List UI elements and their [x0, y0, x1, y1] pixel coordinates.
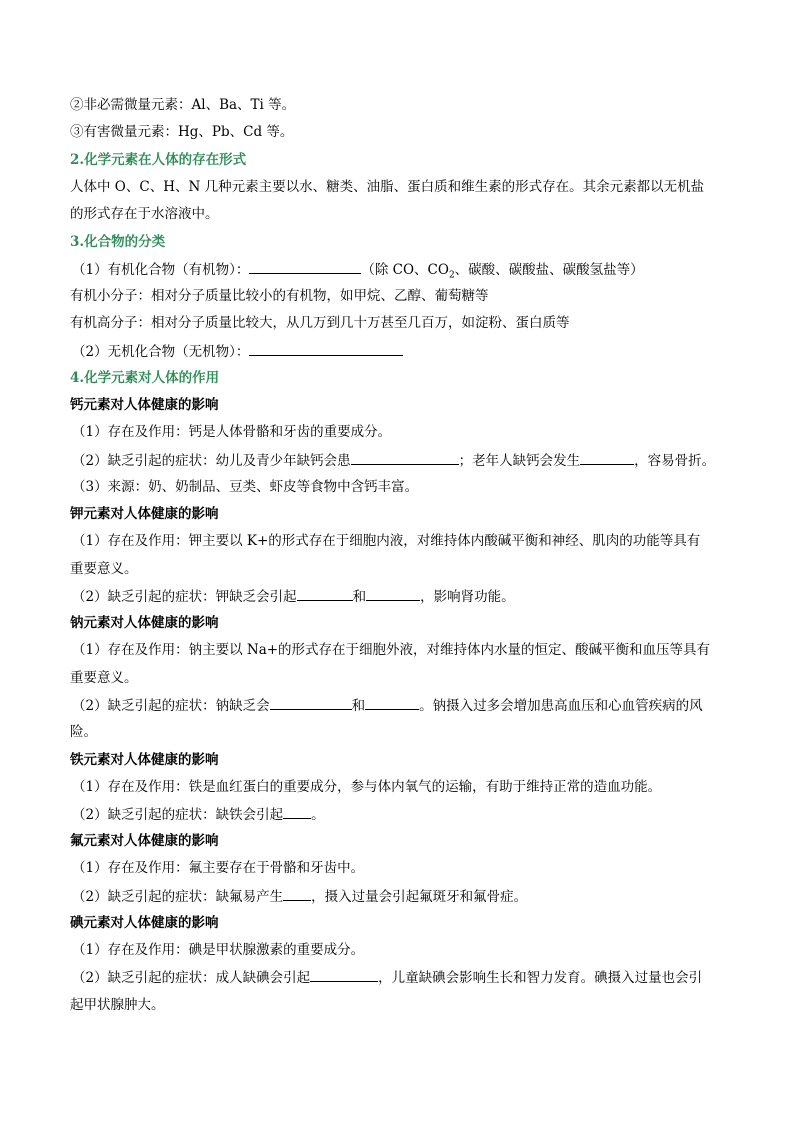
fill-in-blank[interactable]: [249, 342, 403, 356]
fill-in-blank[interactable]: [297, 587, 353, 601]
text-line: （1）有机化合物（有机物）： （除 CO、$CO_2$、碳酸、碳酸盐、碳酸氢盐等）: [72, 262, 644, 281]
text-line: ②非必需微量元素：Al、Ba、Ti 等。: [70, 97, 296, 113]
text-line: （2）缺乏引起的症状：缺氟易产生 ，摄入过量会引起氟斑牙和氟骨症。: [72, 889, 528, 905]
text-line: （1）存在及作用：铁是血红蛋白的重要成分，参与体内氧气的运输，有助于维持正常的造血功能。: [72, 779, 662, 795]
fill-in-blank[interactable]: [351, 451, 459, 465]
text-line: （1）存在及作用：钠主要以 Na+的形式存在于细胞外液，对维持体内水量的恒定、酸碱平衡和血压等具有: [72, 642, 711, 658]
fill-in-blank[interactable]: [580, 451, 634, 465]
text-line: （1）存在及作用：氟主要存在于骨骼和牙齿中。: [72, 860, 365, 876]
fill-in-blank[interactable]: [270, 696, 352, 710]
subsection-heading: 钙元素对人体健康的影响: [70, 397, 219, 413]
fill-in-blank[interactable]: [310, 968, 378, 982]
fill-in-blank[interactable]: [283, 805, 311, 819]
text-line: 重要意义。: [70, 670, 138, 686]
section-heading: 3.化合物的分类: [70, 234, 166, 250]
subsection-heading: 铁元素对人体健康的影响: [70, 752, 219, 768]
subsection-heading: 钠元素对人体健康的影响: [70, 615, 219, 631]
text-line: （1）存在及作用：碘是甲状腺激素的重要成分。: [72, 942, 365, 958]
text-line: （1）存在及作用：钾主要以 K+的形式存在于细胞内液，对维持体内酸碱平衡和神经、肌肉的功能等具有: [72, 533, 701, 549]
text-line: （2）缺乏引起的症状：钠缺乏会 和 。钠摄入过多会增加患高血压和心血管疾病的风: [72, 698, 703, 714]
text-line: 起甲状腺肿大。: [70, 997, 165, 1013]
subsection-heading: 碘元素对人体健康的影响: [70, 915, 219, 931]
text-line: （2）缺乏引起的症状：幼儿及青少年缺钙会患 ；老年人缺钙会发生 ，容易骨折。: [72, 453, 716, 469]
fill-in-blank[interactable]: [283, 887, 311, 901]
text-line: 的形式存在于水溶液中。: [70, 206, 219, 222]
fill-in-blank[interactable]: [366, 587, 420, 601]
text-line: （1）存在及作用：钙是人体骨骼和牙齿的重要成分。: [72, 424, 392, 440]
text-line: ③有害微量元素：Hg、Pb、Cd 等。: [70, 124, 294, 140]
text-line: （2）缺乏引起的症状：缺铁会引起 。: [72, 807, 325, 823]
text-line: （2）缺乏引起的症状：成人缺碘会引起 ，儿童缺碘会影响生长和智力发育。碘摄入过量也会引: [72, 970, 703, 986]
subsection-heading: 钾元素对人体健康的影响: [70, 506, 219, 522]
fill-in-blank[interactable]: [365, 696, 419, 710]
text-line: 有机小分子：相对分子质量比较小的有机物，如甲烷、乙醇、葡萄糖等: [70, 288, 489, 304]
section-heading: 4.化学元素对人体的作用: [70, 370, 220, 386]
text-line: （2）无机化合物（无机物）：: [72, 342, 403, 361]
text-line: 重要意义。: [70, 561, 138, 577]
section-heading: 2.化学元素在人体的存在形式: [70, 152, 247, 168]
subsection-heading: 氟元素对人体健康的影响: [70, 833, 219, 849]
fill-in-blank[interactable]: [249, 260, 361, 274]
text-line: （3）来源：奶、奶制品、豆类、虾皮等食物中含钙丰富。: [72, 479, 419, 495]
text-line: 险。: [70, 724, 97, 740]
text-line: 有机高分子：相对分子质量比较大，从几万到几十万甚至几百万，如淀粉、蛋白质等: [70, 315, 570, 331]
text-line: 人体中 O、C、H、N 几种元素主要以水、糖类、油脂、蛋白质和维生素的形式存在。其余元素都以无机盐: [70, 179, 705, 195]
text-line: （2）缺乏引起的症状：钾缺乏会引起 和 ，影响肾功能。: [72, 589, 515, 605]
